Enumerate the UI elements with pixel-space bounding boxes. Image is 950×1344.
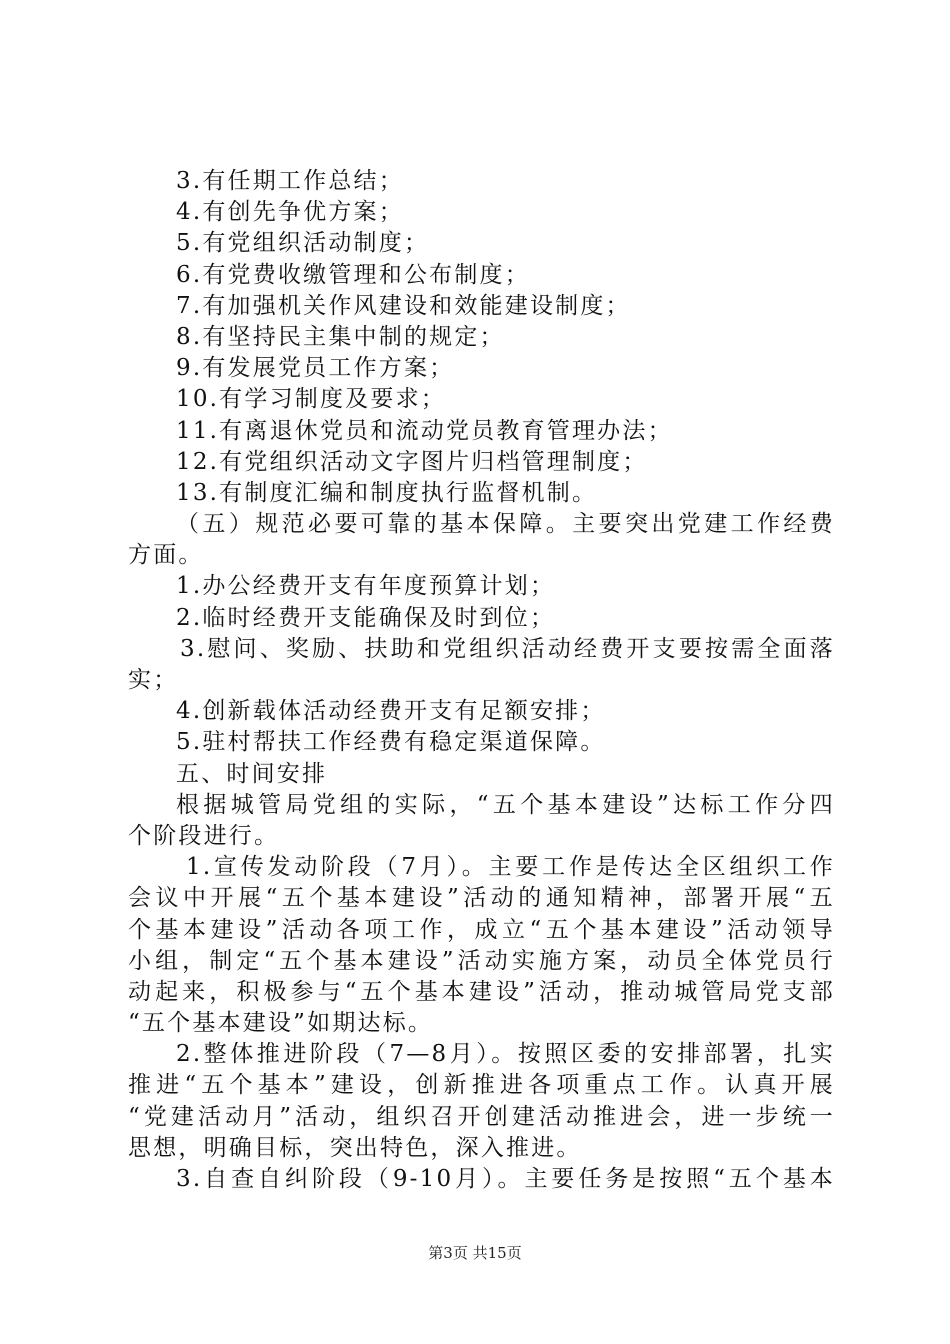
text-line: 1.宣传发动阶段（7月）。主要工作是传达全区组织工作 [186, 854, 835, 881]
text-line: 思想，明确目标，突出特色，深入推进。 [128, 1134, 582, 1161]
text-line: 4.创新载体活动经费开支有足额安排； [176, 698, 606, 725]
text-line: 根据城管局党组的实际，“五个基本建设”达标工作分四 [176, 791, 835, 818]
text-line: 9.有发展党员工作方案； [176, 355, 455, 382]
text-line: 推进“五个基本”建设，创新推进各项重点工作。认真开展 [128, 1072, 835, 1099]
page-footer: 第3页 共15页 [428, 1244, 522, 1262]
text-line: 小组，制定“五个基本建设”活动实施方案，动员全体党员行 [128, 947, 835, 974]
text-line: 动起来，积极参与“五个基本建设”活动，推动城管局党支部 [128, 978, 835, 1005]
text-line: 个阶段进行。 [128, 822, 280, 849]
text-line: 个基本建设”活动各项工作，成立“五个基本建设”活动领导 [128, 916, 835, 943]
text-line: （五）规范必要可靠的基本保障。主要突出党建工作经费 [176, 511, 835, 538]
text-line: 8.有坚持民主集中制的规定； [176, 323, 505, 350]
text-line: 1.办公经费开支有年度预算计划； [176, 573, 556, 600]
text-line: 4.有创先争优方案； [176, 199, 404, 226]
text-line: 会议中开展“五个基本建设”活动的通知精神，部署开展“五 [128, 885, 835, 912]
text-line: 2.临时经费开支能确保及时到位； [176, 604, 556, 631]
text-line: 11.有离退休党员和流动党员教育管理办法； [176, 417, 673, 444]
text-line: “五个基本建设”如期达标。 [128, 1010, 434, 1037]
text-line: 实； [128, 667, 179, 693]
text-line: 5.有党组织活动制度； [176, 230, 430, 257]
text-line: 5.驻村帮扶工作经费有稳定渠道保障。 [176, 729, 606, 756]
text-line: 6.有党费收缴管理和公布制度； [176, 261, 530, 288]
text-line: 13.有制度汇编和制度执行监督机制。 [176, 479, 598, 506]
text-line: 2.整体推进阶段（7—8月）。按照区委的安排部署，扎实 [176, 1041, 835, 1068]
text-line: 方面。 [128, 542, 204, 569]
text-line: 12.有党组织活动文字图片归档管理制度； [176, 448, 648, 475]
text-line: 3.有任期工作总结； [176, 168, 404, 194]
text-line: 10.有学习制度及要求； [176, 386, 446, 413]
text-line: 3.慰问、奖励、扶助和党组织活动经费开支要按需全面落 [180, 635, 835, 662]
text-line: 五、时间安排 [176, 760, 328, 787]
text-line: 3.自查自纠阶段（9-10月）。主要任务是按照“五个基本 [176, 1166, 835, 1192]
text-line: “党建活动月”活动，组织召开创建活动推进会，进一步统一 [128, 1103, 835, 1130]
document-body [128, 166, 835, 1195]
text-line: 7.有加强机关作风建设和效能建设制度； [176, 292, 631, 319]
